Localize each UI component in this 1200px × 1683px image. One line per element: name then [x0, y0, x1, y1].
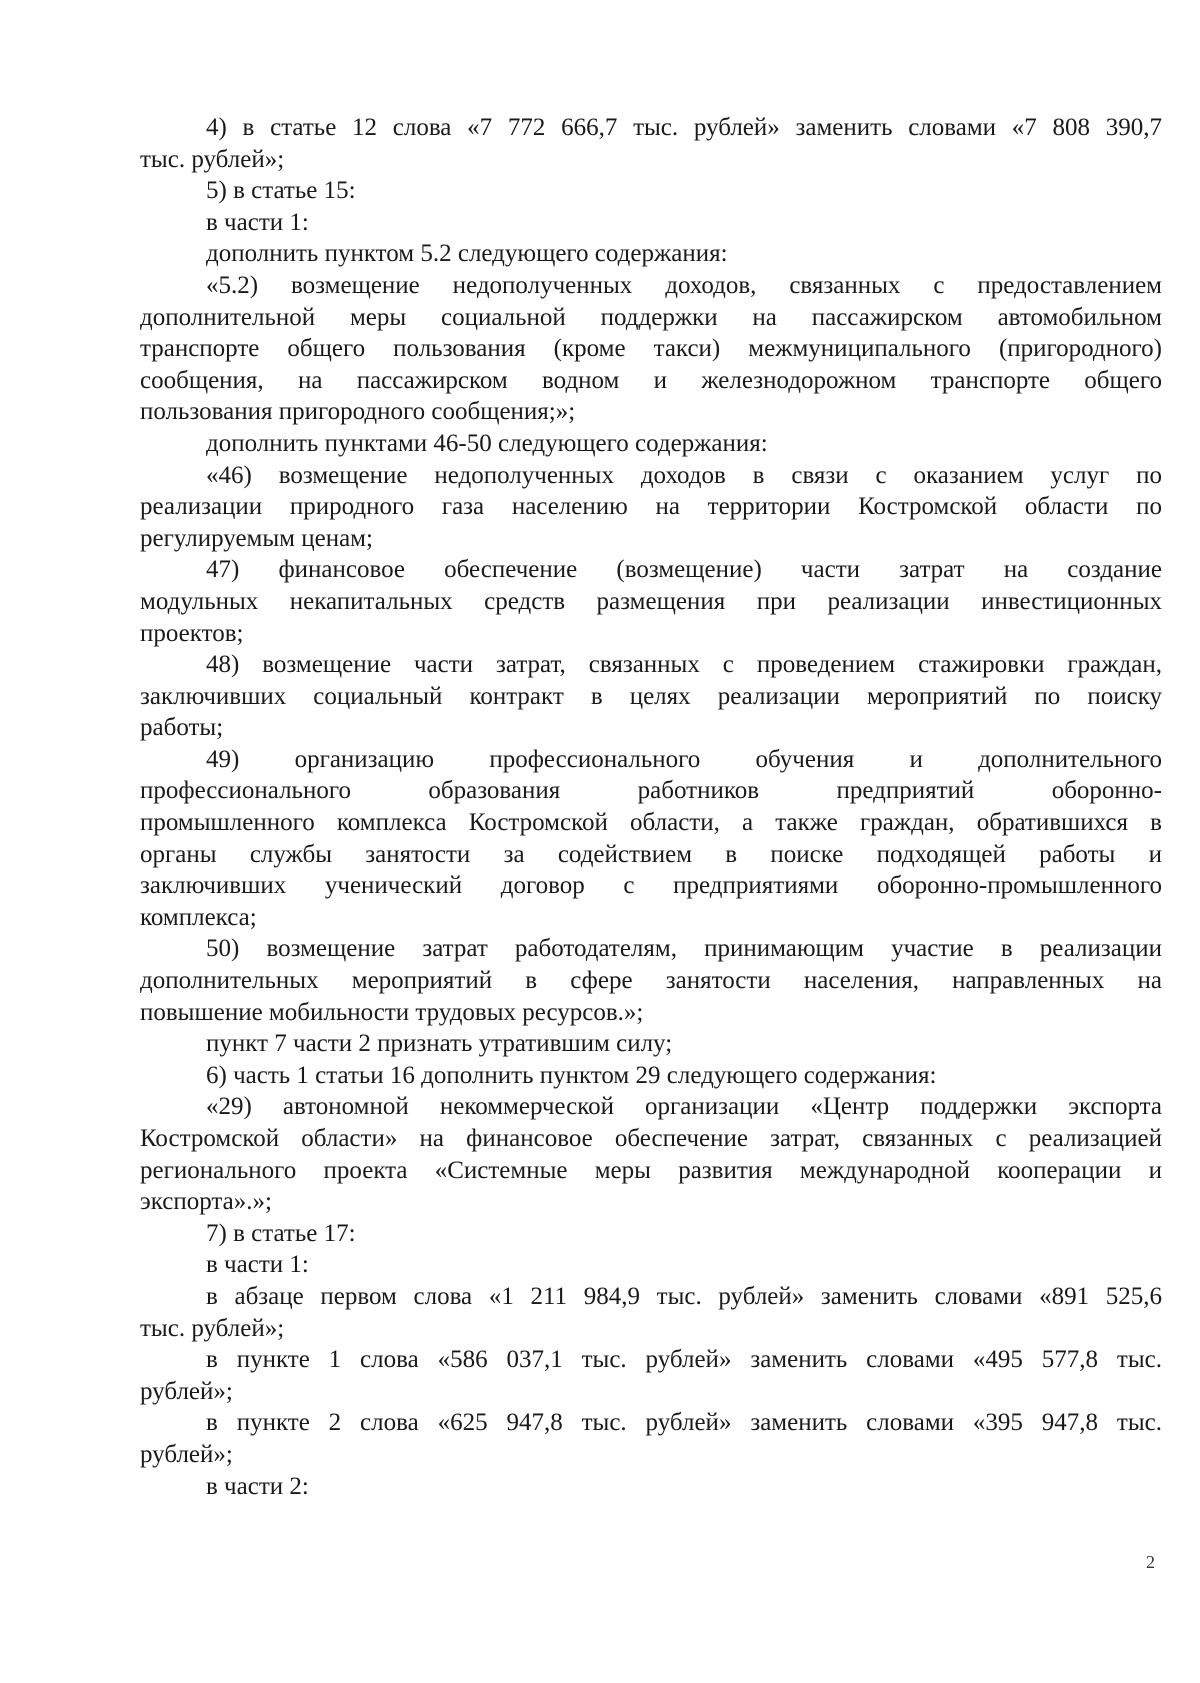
text-line: 5) в статье 15: — [206, 177, 356, 205]
text-line: 47) финансовое обеспечение (возмещение) части затрат на создание — [206, 556, 1162, 584]
text-line: в абзаце первом слова «1 211 984,9 тыс. рублей» заменить словами «891 525,6 — [206, 1282, 1162, 1310]
text-line: модульных некапитальных средств размещения при реализации инвестиционных — [140, 587, 1162, 615]
text-line: тыс. рублей»; — [140, 145, 285, 173]
text-line: «46) возмещение недополученных доходов в связи с оказанием услуг по — [206, 461, 1162, 489]
text-line: регионального проекта «Системные меры развития международной кооперации и — [140, 1156, 1162, 1184]
text-line: пользования пригородного сообщения;»; — [140, 398, 576, 426]
text-line: профессионального образования работников предприятий оборонно- — [140, 777, 1162, 805]
text-line: 7) в статье 17: — [206, 1219, 356, 1247]
text-line: органы службы занятости за содействием в поиске подходящей работы и — [140, 840, 1162, 868]
text-line: «29) автономной некоммерческой организации «Центр поддержки экспорта — [206, 1093, 1162, 1121]
text-line: «5.2) возмещение недополученных доходов, связанных с предоставлением — [206, 271, 1162, 299]
text-line: в части 1: — [206, 208, 309, 236]
text-line: Костромской области» на финансовое обеспечение затрат, связанных с реализацией — [140, 1125, 1162, 1152]
text-line: 4) в статье 12 слова «7 772 666,7 тыс. рублей» заменить словами «7 808 390,7 — [206, 114, 1162, 141]
text-line: реализации природного газа населению на территории Костромской области по — [140, 493, 1162, 521]
text-line: в части 1: — [206, 1251, 309, 1279]
text-line: регулируемым ценам; — [140, 524, 373, 552]
text-line: дополнить пунктом 5.2 следующего содержания: — [206, 240, 728, 268]
document-body — [140, 112, 1162, 1502]
text-line: заключивших ученический договор с предприятиями оборонно-промышленного — [140, 872, 1162, 900]
text-line: повышение мобильности трудовых ресурсов.»; — [140, 998, 644, 1026]
text-line: работы; — [140, 714, 224, 742]
text-line: рублей»; — [140, 1440, 233, 1468]
text-line: проектов; — [140, 619, 244, 647]
text-line: тыс. рублей»; — [140, 1314, 285, 1342]
text-line: дополнительной меры социальной поддержки на пассажирском автомобильном — [140, 303, 1162, 331]
text-line: дополнить пунктами 46-50 следующего содержания: — [206, 429, 768, 457]
text-line: экспорта».»; — [140, 1188, 272, 1216]
page-number: 2 — [1146, 1552, 1155, 1572]
text-line: сообщения, на пассажирском водном и железнодорожном транспорте общего — [140, 366, 1162, 394]
text-line: транспорте общего пользования (кроме такси) межмуниципального (пригородного) — [140, 335, 1162, 363]
text-line: промышленного комплекса Костромской области, а также граждан, обратившихся в — [140, 809, 1162, 837]
text-line: пункт 7 части 2 признать утратившим силу; — [206, 1030, 673, 1058]
text-line: в части 2: — [206, 1472, 309, 1500]
text-line: 50) возмещение затрат работодателям, принимающим участие в реализации — [206, 935, 1162, 963]
text-line: комплекса; — [140, 903, 257, 931]
text-line: 49) организацию профессионального обучения и дополнительного — [206, 745, 1162, 773]
text-line: заключивших социальный контракт в целях реализации мероприятий по поиску — [140, 682, 1162, 710]
text-line: дополнительных мероприятий в сфере занятости населения, направленных на — [140, 967, 1162, 995]
text-line: 6) часть 1 статьи 16 дополнить пунктом 29 следующего содержания: — [206, 1061, 937, 1089]
text-line: 48) возмещение части затрат, связанных с проведением стажировки граждан, — [206, 651, 1162, 679]
text-line: рублей»; — [140, 1377, 233, 1405]
text-line: в пункте 2 слова «625 947,8 тыс. рублей» заменить словами «395 947,8 тыс. — [206, 1409, 1162, 1437]
text-line: в пункте 1 слова «586 037,1 тыс. рублей» заменить словами «495 577,8 тыс. — [206, 1346, 1162, 1374]
